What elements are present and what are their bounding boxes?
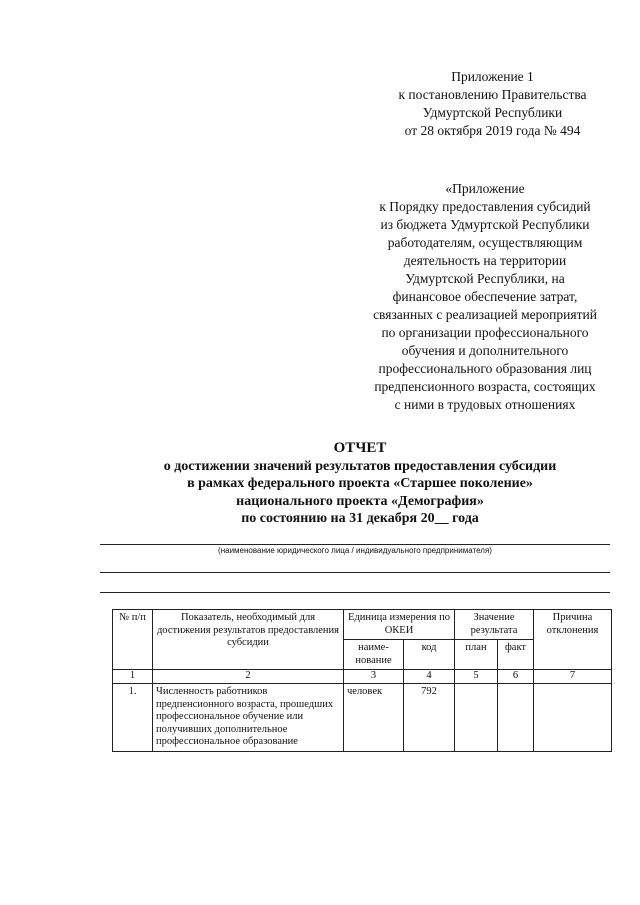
entity-blank-line xyxy=(100,572,610,573)
appendix-2-line: деятельность на территории xyxy=(403,253,567,268)
row-indicator: Численность работников предпенсионного возраста, прошедших профессиональное обучение или получивших дополнительное профессиональное образование xyxy=(153,684,344,752)
header-unit-name: наиме-нование xyxy=(344,640,404,670)
appendix-2-line: Удмуртской Республики, на xyxy=(405,271,565,286)
column-numbers-row xyxy=(113,670,612,684)
row-plan xyxy=(455,684,498,752)
report-table xyxy=(112,609,612,752)
header-unit-code: код xyxy=(404,640,455,670)
header-value-plan: план xyxy=(455,640,498,670)
appendix-2-line: из бюджета Удмуртской Республики xyxy=(380,217,590,232)
report-subtitle-line: национального проекта «Демография» xyxy=(236,493,484,509)
header-value-fact: факт xyxy=(498,640,534,670)
appendix-2-line: финансовое обеспечение затрат, xyxy=(392,289,578,304)
header-indicator: Показатель, необходимый для достижения результатов предоставления субсидии xyxy=(153,610,344,670)
entity-blank-line xyxy=(100,592,610,593)
column-number: 5 xyxy=(455,670,498,684)
column-number: 4 xyxy=(404,670,455,684)
column-number: 1 xyxy=(113,670,153,684)
appendix-2-header xyxy=(355,180,615,414)
row-reason xyxy=(534,684,612,752)
appendix-2-line: работодателям, осуществляющим xyxy=(387,235,583,250)
appendix-1-line: Удмуртской Республики xyxy=(422,105,563,120)
column-number: 6 xyxy=(498,670,534,684)
appendix-1-header xyxy=(385,68,600,140)
column-number: 3 xyxy=(344,670,404,684)
row-num: 1. xyxy=(113,684,153,752)
header-num: № п/п xyxy=(113,610,153,670)
row-unit-name: человек xyxy=(344,684,404,752)
column-number: 2 xyxy=(153,670,344,684)
appendix-2-line: связанных с реализацией мероприятий xyxy=(373,307,597,322)
report-title-block xyxy=(110,440,610,528)
report-title: ОТЧЕТ xyxy=(333,440,387,456)
header-unit: Единица измерения по ОКЕИ xyxy=(344,610,455,640)
appendix-2-line: профессионального образования лиц xyxy=(378,361,592,376)
appendix-2-line: обучения и дополнительного xyxy=(401,343,569,358)
appendix-1-line: от 28 октября 2019 года № 494 xyxy=(404,123,581,138)
report-subtitle-line: в рамках федерального проекта «Старшее поколение» xyxy=(187,476,533,491)
table-header-row xyxy=(113,610,612,640)
appendix-2-line: к Порядку предоставления субсидий xyxy=(379,199,591,214)
report-subtitle-line: о достижении значений результатов предоставления субсидии xyxy=(163,458,557,474)
entity-name-line xyxy=(100,544,610,545)
column-number: 7 xyxy=(534,670,612,684)
appendix-2-line: с ними в трудовых отношениях xyxy=(394,397,576,412)
appendix-2-line: «Приложение xyxy=(445,181,525,196)
report-subtitle-line: по состоянию на 31 декабря 20__ года xyxy=(241,511,479,526)
table-row xyxy=(113,684,612,752)
appendix-1-line: к постановлению Правительства xyxy=(398,87,587,102)
row-fact xyxy=(498,684,534,752)
appendix-1-line: Приложение 1 xyxy=(451,69,534,84)
header-value: Значение результата xyxy=(455,610,534,640)
entity-name-caption: (наименование юридического лица / индивидуального предпринимателя) xyxy=(218,546,492,555)
appendix-2-line: предпенсионного возраста, состоящих xyxy=(374,379,596,394)
appendix-2-line: по организации профессионального xyxy=(381,325,589,340)
header-reason: Причина отклонения xyxy=(534,610,612,670)
row-unit-code: 792 xyxy=(404,684,455,752)
